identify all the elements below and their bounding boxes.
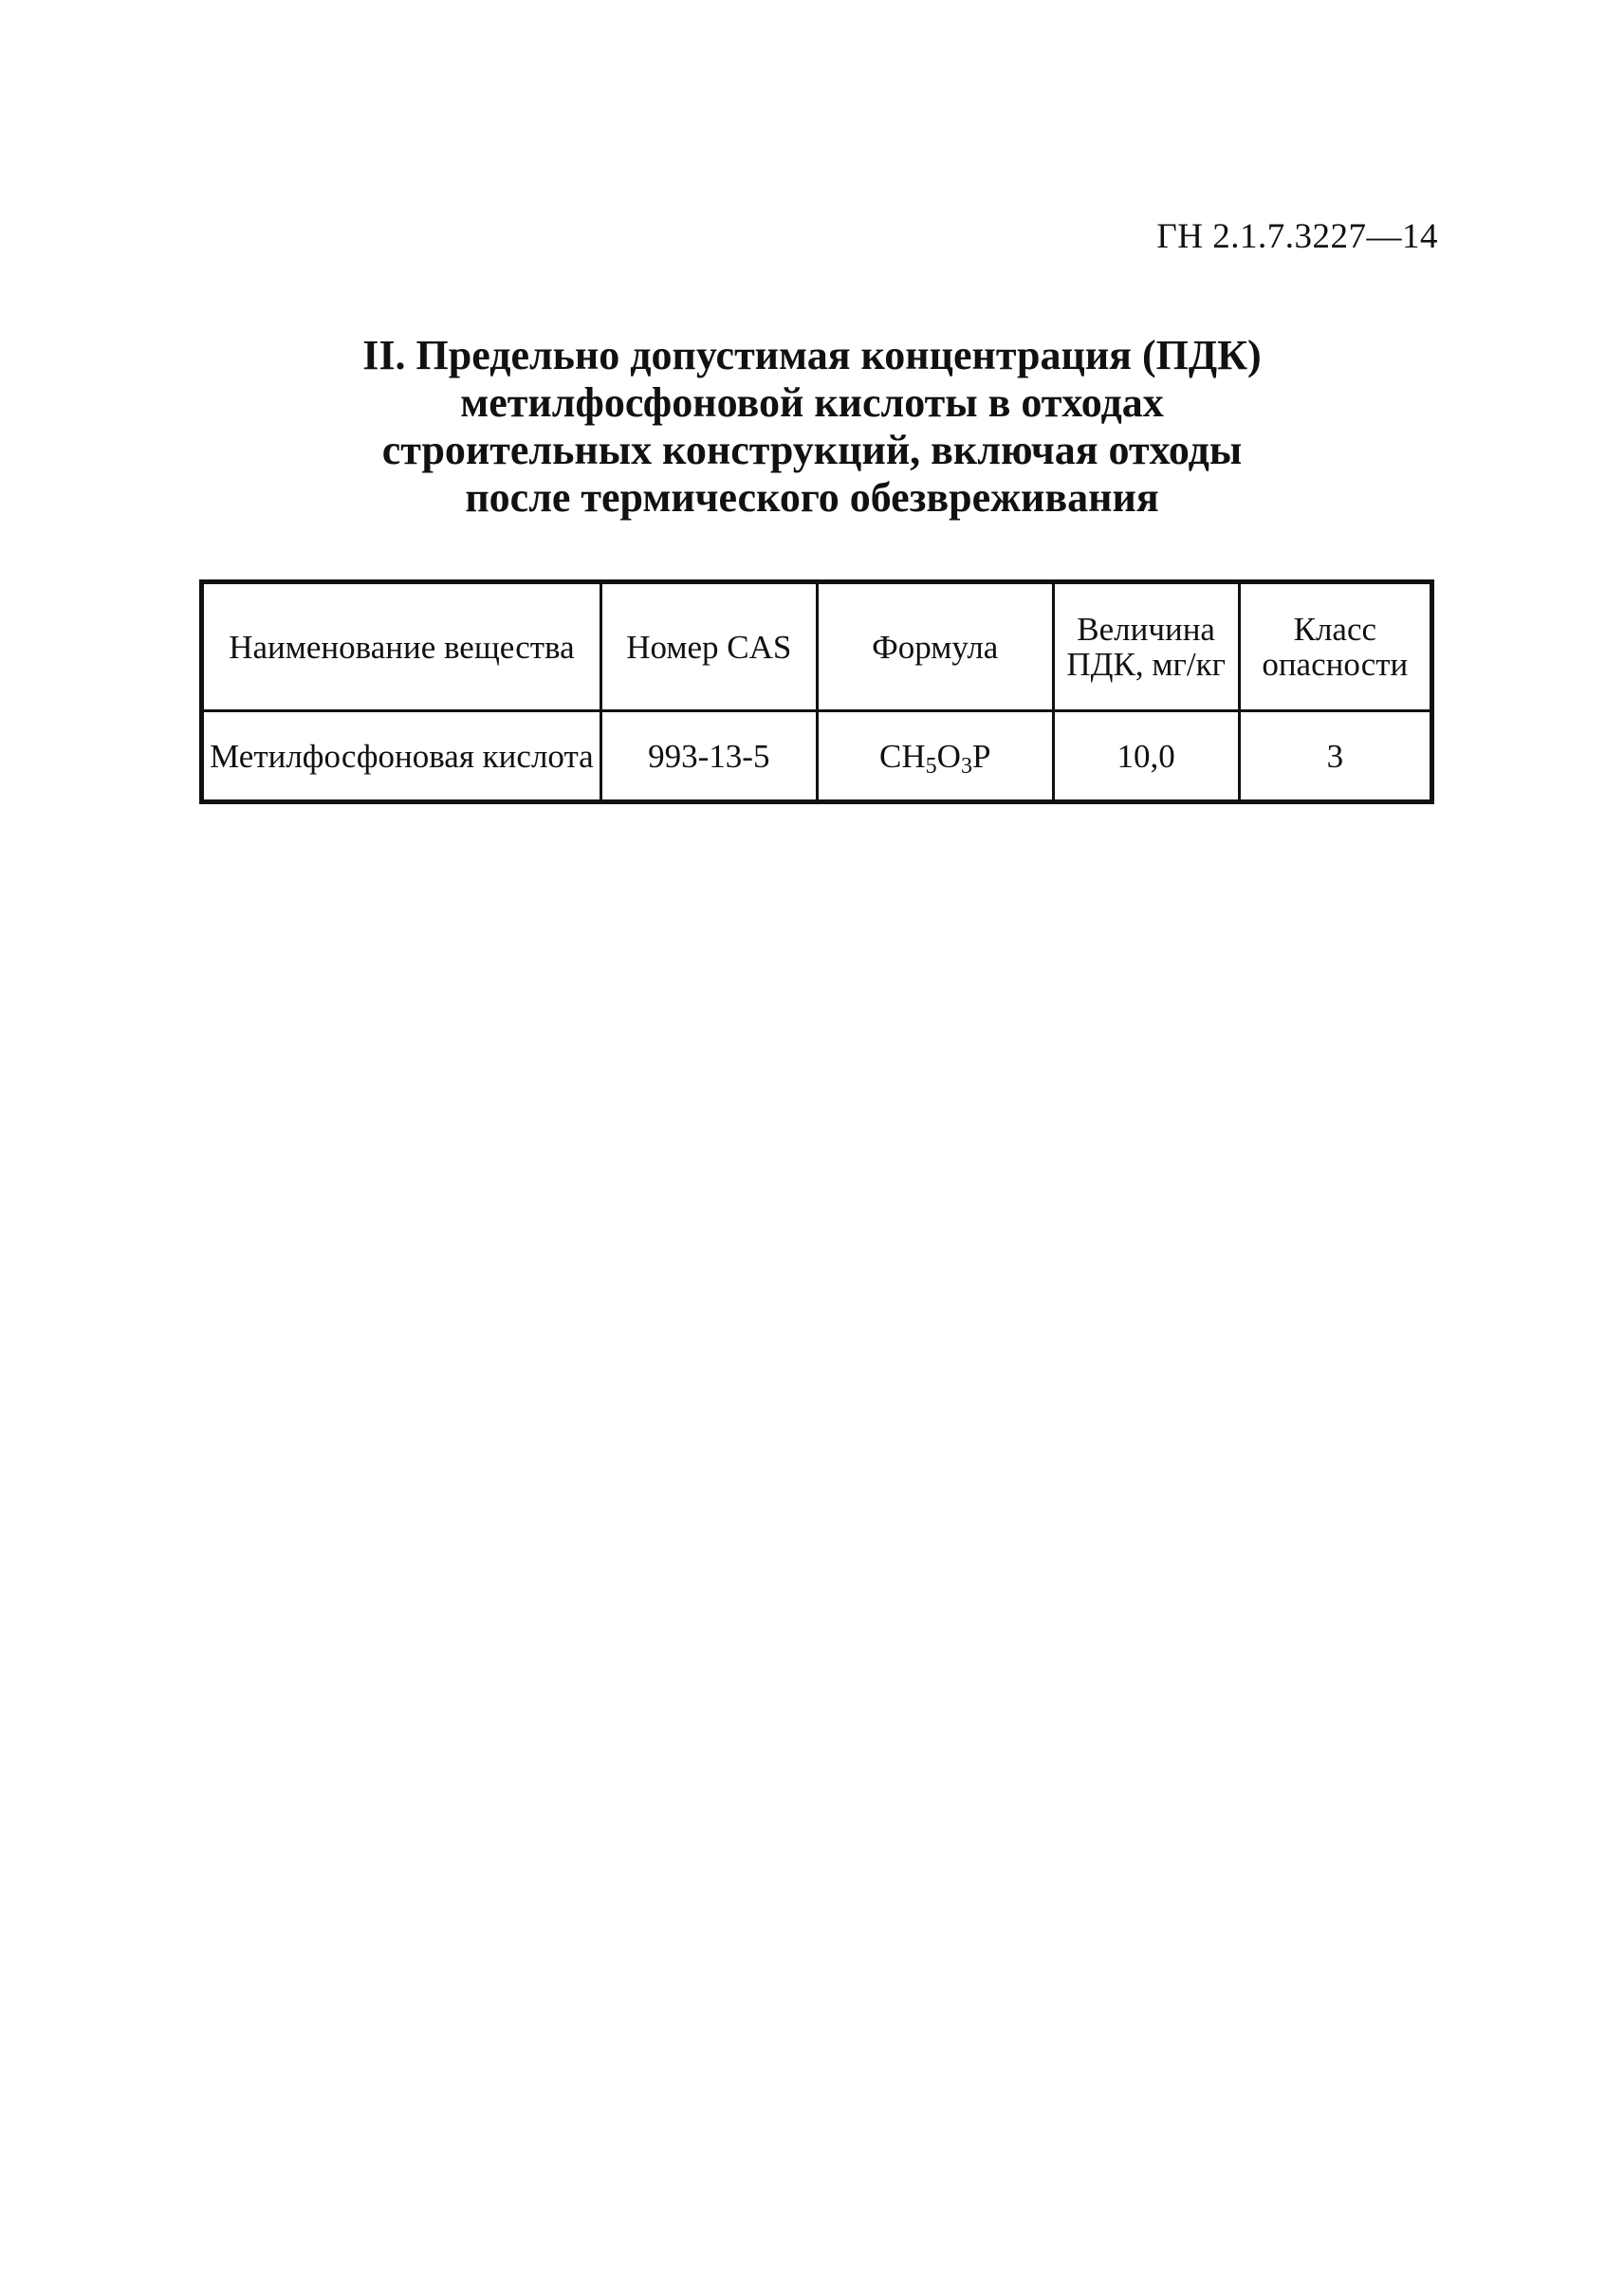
cell-cas-number: 993-13-5 bbox=[600, 711, 817, 802]
header-substance-name-text: Наименование вещества bbox=[229, 628, 575, 666]
section-title bbox=[0, 332, 1624, 522]
header-pdk-value-text: Величина ПДК, мг/кг bbox=[1066, 611, 1226, 683]
section-title-line: метилфосфоновой кислоты в отходах bbox=[460, 379, 1164, 426]
section-title-line: после термического обезвреживания bbox=[465, 474, 1159, 521]
header-hazard-class bbox=[1239, 582, 1431, 711]
cell-hazard-class: 3 bbox=[1239, 711, 1431, 802]
cell-substance-name: Метилфосфоновая кислота bbox=[202, 711, 601, 802]
header-cas-number bbox=[600, 582, 817, 711]
section-title-line: строительных конструкций, включая отходы bbox=[381, 427, 1243, 473]
table-row bbox=[202, 711, 1432, 802]
table-header-row bbox=[202, 582, 1432, 711]
pdk-table bbox=[199, 579, 1434, 804]
header-cas-number-text: Номер CAS bbox=[626, 628, 792, 666]
header-substance-name bbox=[202, 582, 601, 711]
formula-text: $CH_5O_3P$ bbox=[879, 737, 991, 779]
header-hazard-class-text: Класс опасности bbox=[1262, 611, 1409, 683]
cell-pdk-value: 10,0 bbox=[1053, 711, 1239, 802]
header-formula bbox=[817, 582, 1053, 711]
section-title-line: II. Предельно допустимая концентрация (ПДК) bbox=[362, 332, 1262, 378]
cell-formula bbox=[817, 711, 1053, 802]
document-code: ГН 2.1.7.3227—14 bbox=[1156, 217, 1438, 256]
header-pdk-value bbox=[1053, 582, 1239, 711]
header-formula-text: Формула bbox=[872, 628, 999, 666]
